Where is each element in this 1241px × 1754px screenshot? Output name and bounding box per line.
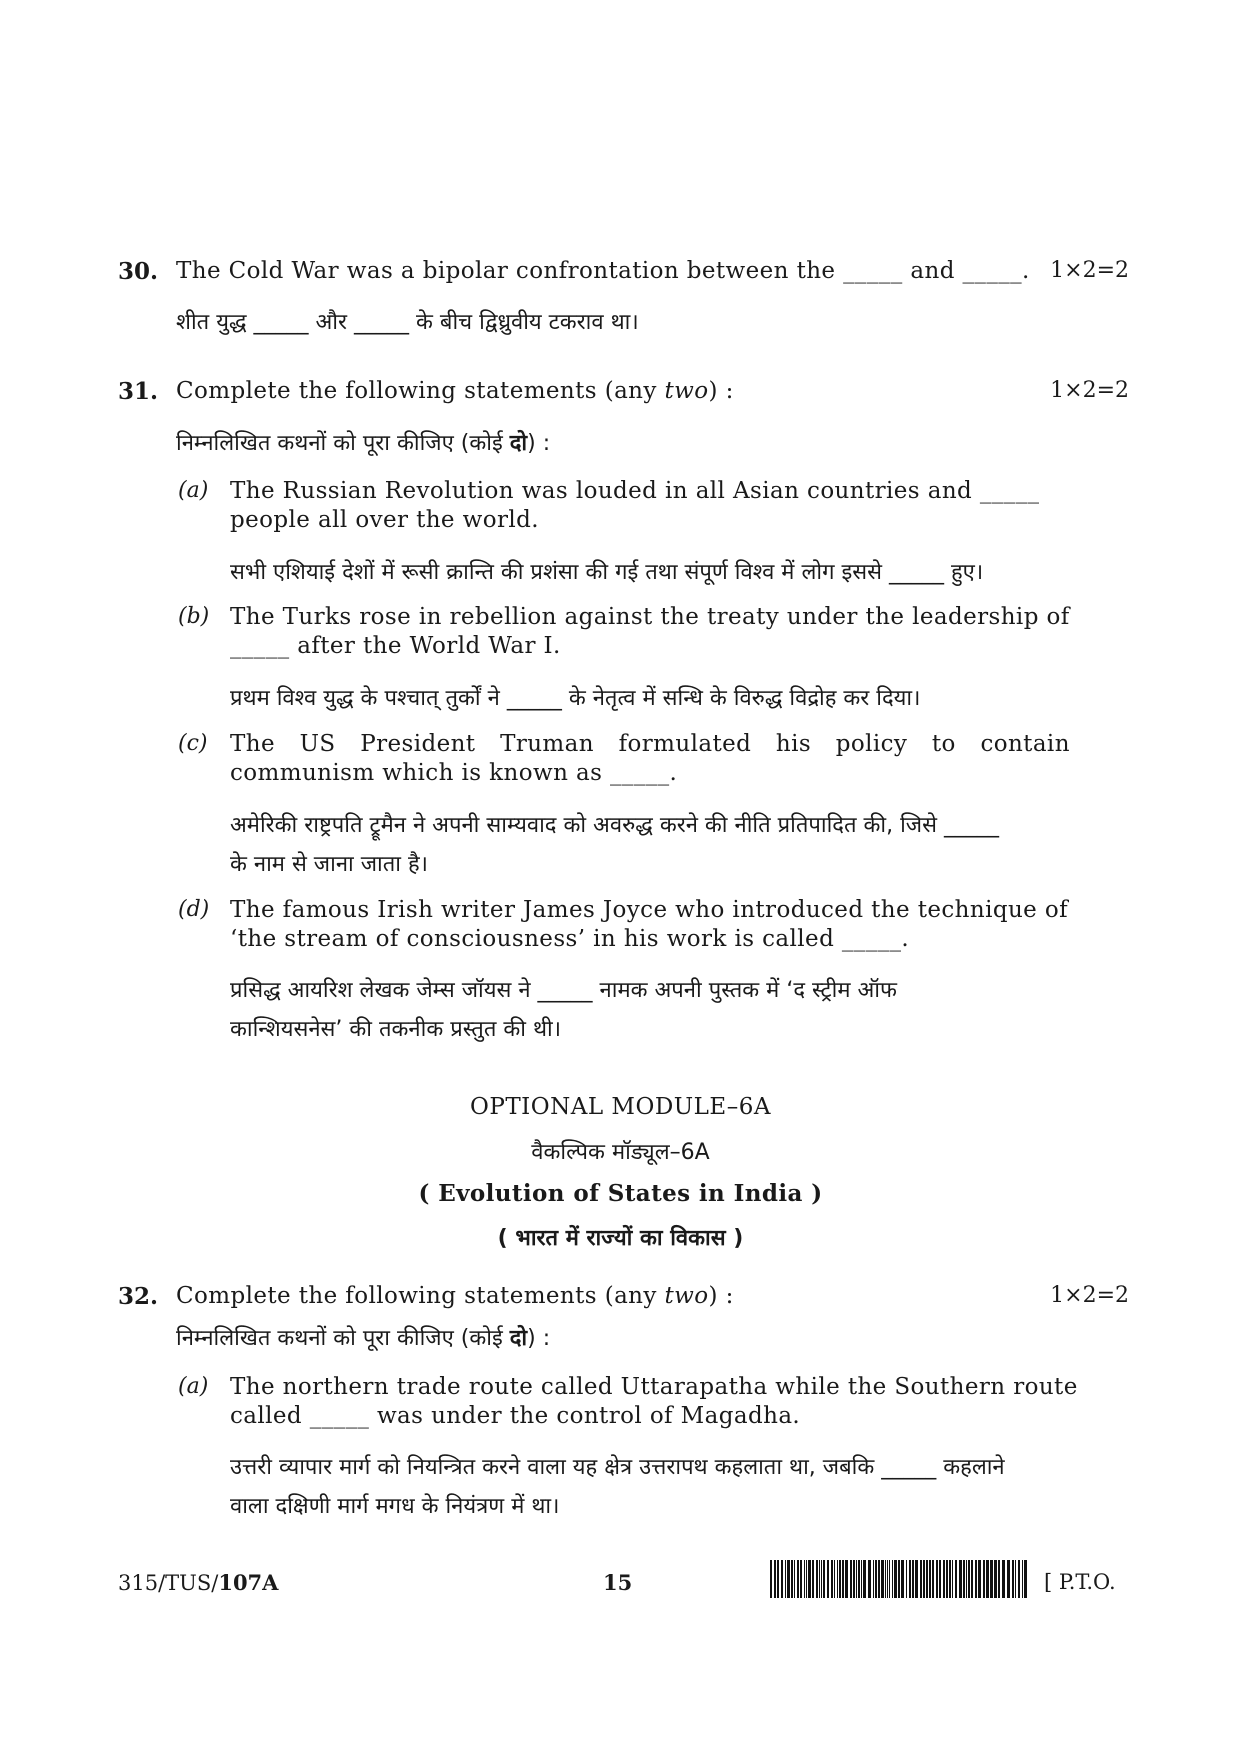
question-number: 32. xyxy=(118,1283,159,1310)
sub-label: (d) xyxy=(178,897,210,922)
sub-label: (c) xyxy=(178,731,208,756)
module-subtitle-en: ( Evolution of States in India ) xyxy=(418,1180,823,1207)
paper-code: 315/TUS/107A xyxy=(118,1570,279,1595)
module-subtitle-hi: ( भारत में राज्यों का विकास ) xyxy=(497,1226,744,1251)
barcode xyxy=(770,1560,1032,1600)
question-text-en: Complete the following statements (any two) : xyxy=(176,1283,734,1309)
sub-text-en: The northern trade route called Uttarapatha while the Southern route xyxy=(230,1374,1078,1400)
sub-label: (a) xyxy=(178,478,209,503)
sub-label: (a) xyxy=(178,1374,209,1399)
question-text-hi: निम्नलिखित कथनों को पूरा कीजिए (कोई दो) : xyxy=(176,431,551,456)
module-title-hi: वैकल्पिक मॉड्यूल–6A xyxy=(531,1140,710,1165)
sub-text-hi: कान्शियसनेस’ की तकनीक प्रस्तुत की थी। xyxy=(230,1017,562,1042)
sub-text-en: The Turks rose in rebellion against the treaty under the leadership of xyxy=(230,604,1070,630)
sub-text-en: The US President Truman formulated his policy to contain xyxy=(230,731,1070,757)
marks: 1×2=2 xyxy=(1050,1283,1129,1308)
question-number: 30. xyxy=(118,258,159,285)
sub-text-hi: प्रथम विश्व युद्ध के पश्चात् तुर्कों ने _____ के नेतृत्व में सन्धि के विरुद्ध विद्रोह कर दिया। xyxy=(230,686,921,711)
sub-text-hi: अमेरिकी राष्ट्रपति ट्रूमैन ने अपनी साम्यवाद को अवरुद्ध करने की नीति प्रतिपादित की, जिसे _____ xyxy=(230,813,999,838)
sub-text-hi: सभी एशियाई देशों में रूसी क्रान्ति की प्रशंसा की गई तथा संपूर्ण विश्व में लोग इससे _____ हुए। xyxy=(230,560,984,585)
module-title-en: OPTIONAL MODULE–6A xyxy=(470,1094,771,1120)
marks: 1×2=2 xyxy=(1050,258,1129,283)
question-number: 31. xyxy=(118,378,159,405)
sub-text-en: communism which is known as _____. xyxy=(230,760,678,786)
sub-label: (b) xyxy=(178,604,210,629)
sub-text-en: The famous Irish writer James Joyce who introduced the technique of xyxy=(230,897,1069,923)
question-text-hi: निम्नलिखित कथनों को पूरा कीजिए (कोई दो) : xyxy=(176,1326,551,1351)
sub-text-en: called _____ was under the control of Magadha. xyxy=(230,1403,801,1429)
sub-text-en: The Russian Revolution was louded in all Asian countries and _____ xyxy=(230,478,1040,504)
pto-label: [ P.T.O. xyxy=(1044,1570,1116,1594)
marks: 1×2=2 xyxy=(1050,378,1129,403)
question-text-en: Complete the following statements (any two) : xyxy=(176,378,734,404)
sub-text-en: ‘the stream of consciousness’ in his work is called _____. xyxy=(230,926,910,952)
sub-text-en: people all over the world. xyxy=(230,507,539,533)
sub-text-hi: वाला दक्षिणी मार्ग मगध के नियंत्रण में था। xyxy=(230,1494,560,1519)
sub-text-hi: प्रसिद्ध आयरिश लेखक जेम्स जॉयस ने _____ नामक अपनी पुस्तक में ‘द स्ट्रीम ऑफ xyxy=(230,978,897,1003)
question-text-hi: शीत युद्ध _____ और _____ के बीच द्विध्रुवीय टकराव था। xyxy=(176,310,639,335)
question-text-en: The Cold War was a bipolar confrontation between the _____ and _____. xyxy=(176,258,1030,284)
sub-text-hi: उत्तरी व्यापार मार्ग को नियन्त्रित करने वाला यह क्षेत्र उत्तरापथ कहलाता था, जबकि _____ कहलाने xyxy=(230,1455,1005,1480)
sub-text-en: _____ after the World War I. xyxy=(230,633,561,659)
page-number: 15 xyxy=(603,1570,633,1595)
sub-text-hi: के नाम से जाना जाता है। xyxy=(230,852,429,877)
